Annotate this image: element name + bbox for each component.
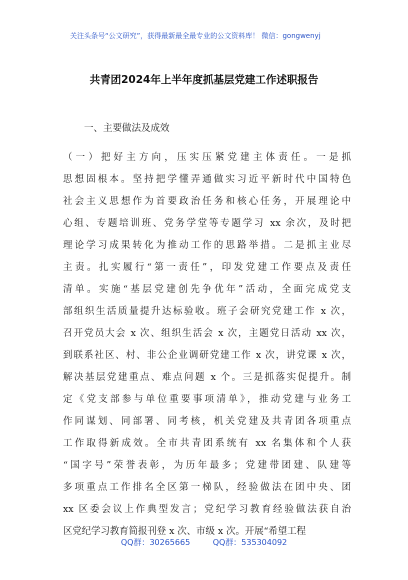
body-line: 定《党支部参与单位重要事项清单》，推动党建与业务工 — [63, 394, 351, 405]
footer-qq-group-2: QQ群：535304092 — [212, 538, 288, 547]
body-line: 召开党员大会 x 次、组织生活会 x 次，主题党日活动 xx 次， — [63, 328, 351, 339]
footer-qq-group-1: QQ群：30265665 — [120, 538, 191, 547]
body-line: 理论学习成果转化为推动工作的思路举措。二是抓主业尽 — [63, 240, 351, 251]
body-line: 社会主义思想作为首要政治任务和核心任务，开展理论中 — [63, 196, 351, 207]
body-line: 到联系社区、村、非公企业调研党建工作 x 次，讲党课 x 次， — [63, 350, 351, 361]
body-line: 心组、专题培训班、党务学堂等专题学习 xx 余次，及时把 — [63, 218, 351, 229]
body-line: 清单。实施“基层党建创先争优年”活动，全面完成党支 — [63, 284, 351, 295]
body-line: 部组织生活质量提升达标验收。班子会研究党建工作 x 次， — [63, 306, 351, 317]
body-line: 思想固根本。坚持把学懂弄通做实习近平新时代中国特色 — [63, 174, 351, 185]
body-line: 工作取得新成效。全市共青团系统有 xx 名集体和个人获 — [63, 438, 351, 449]
document-title: 共青团2024年上半年度抓基层党建工作述职报告 — [89, 74, 319, 86]
promo-banner: 关注头条号“公文研究”，获得最新最全最专业的公文资料库！ 微信：gongwenyj — [70, 32, 321, 40]
body-line: （一）把好主方向，压实压紧党建主体责任。一是抓 — [63, 152, 351, 163]
body-line: 区党纪学习教育简报刊登 x 次、市级 x 次。开展“希望工程 — [63, 526, 306, 537]
body-line: xx 区委会议上作典型发言；党纪学习教育经验做法获自治 — [63, 504, 351, 515]
body-line: 多项重点工作排名全区第一梯队，经验做法在团中央、团 — [63, 482, 351, 493]
document-body — [63, 147, 351, 543]
section-heading: 一、主要做法及成效 — [84, 123, 170, 134]
body-line: 解决基层党建重点、难点问题 x 个。三是抓落实促提升。制 — [63, 372, 351, 383]
body-line: 作同谋划、同部署、同考核，机关党建及共青团各项重点 — [63, 416, 351, 427]
body-line: “国字号”荣誉表彰，为历年最多；党建带团建、队建等 — [63, 460, 351, 471]
body-line: 主责。扎实履行“第一责任”，印发党建工作要点及责任 — [63, 262, 351, 273]
footer-qq-groups — [0, 538, 408, 548]
